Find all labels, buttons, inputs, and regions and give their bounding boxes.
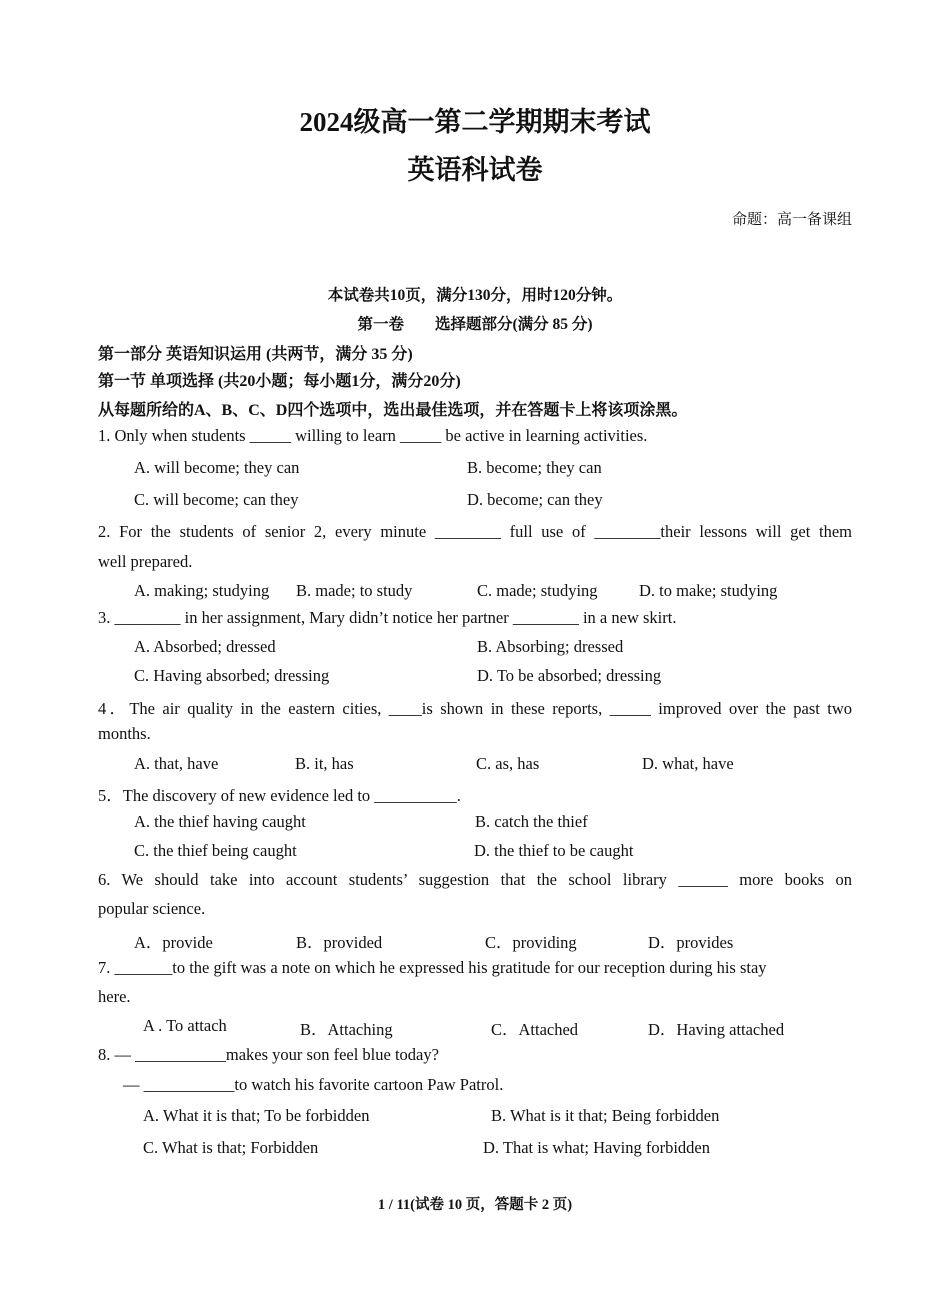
question-6-stem-line-2: popular science. [98,899,206,918]
question-4-option-d: D. what, have [642,754,734,773]
question-6-option-d: D．provides [648,933,734,952]
question-3-option-a: A. Absorbed; dressed [134,637,276,656]
volume-heading: 第一卷 选择题部分(满分 85 分) [357,316,593,333]
exam-author: 命题：高一备课组 [731,210,852,228]
question-5-option-d: D. the thief to be caught [474,841,634,860]
question-1-option-d: D. become; can they [467,490,603,509]
exam-subject: 英语科试卷 [407,155,543,185]
question-8-option-a: A. What it is that; To be forbidden [143,1106,370,1125]
question-2-option-c: C. made; studying [477,581,598,600]
question-7-stem-line-2: here. [98,987,131,1006]
question-7-stem-line-1: 7. _______to the gift was a note on which he expressed his gratitude for our reception during his stay [98,958,767,977]
question-4-option-b: B. it, has [295,754,354,773]
question-2-stem-line-1: 2. For the students of senior 2, every minute ________ full use of ________their lessons will get them [98,522,852,541]
question-6-stem-line-1: 6. We should take into account students’ suggestion that the school library ______ more books on [98,870,852,889]
question-8-stem-line-2: — ___________to watch his favorite cartoon Paw Patrol. [123,1075,504,1094]
question-3-option-d: D. To be absorbed; dressing [477,666,662,685]
question-5-option-c: C. the thief being caught [134,841,297,860]
question-6-option-a: A．provide [134,933,213,952]
question-7-option-a: A . To attach [143,1016,227,1035]
page-footer: 1 / 11(试卷 10 页，答题卡 2 页) [377,1197,573,1213]
question-5-option-a: A. the thief having caught [134,812,306,831]
question-5-option-b: B. catch the thief [475,812,588,831]
question-6-option-c: C．providing [485,933,577,952]
question-7-option-c: C．Attached [491,1020,579,1039]
question-2-stem-line-2: well prepared. [98,552,193,571]
question-3-option-b: B. Absorbing; dressed [477,637,624,656]
question-4-option-c: C. as, has [476,754,540,773]
question-8-option-d: D. That is what; Having forbidden [483,1138,710,1157]
question-1-option-c: C. will become; can they [134,490,299,509]
exam-title: 2024级高一第二学期期末考试 [299,107,651,137]
question-8-stem-line-1: 8. — ___________makes your son feel blue today? [98,1045,439,1064]
question-1-stem: 1. Only when students _____ willing to learn _____ be active in learning activities. [98,426,648,445]
question-4-option-a: A. that, have [134,754,219,773]
question-2-option-d: D. to make; studying [639,581,778,600]
question-6-option-b: B．provided [296,933,383,952]
question-1-option-b: B. become; they can [467,458,602,477]
part-heading: 第一部分 英语知识运用 (共两节，满分 35 分) [98,346,413,363]
question-8-option-b: B. What is it that; Being forbidden [491,1106,720,1125]
question-2-option-b: B. made; to study [296,581,413,600]
question-5-stem: 5．The discovery of new evidence led to __________. [98,786,461,805]
question-4-stem-line-2: months. [98,724,151,743]
subsection-heading: 第一节 单项选择 (共20小题；每小题1分，满分20分) [98,373,461,390]
question-3-stem: 3. ________ in her assignment, Mary didn’t notice her partner ________ in a new skirt. [98,608,677,627]
question-3-option-c: C. Having absorbed; dressing [134,666,330,685]
exam-summary: 本试卷共10页，满分130分，用时120分钟。 [327,287,623,304]
question-8-option-c: C. What is that; Forbidden [143,1138,319,1157]
instruction-text: 从每题所给的A、B、C、D四个选项中，选出最佳选项，并在答题卡上将该项涂黑。 [98,402,688,419]
question-2-option-a: A. making; studying [134,581,270,600]
question-7-option-b: B．Attaching [300,1020,393,1039]
question-7-option-d: D．Having attached [648,1020,785,1039]
question-1-option-a: A. will become; they can [134,458,300,477]
question-4-stem-line-1: 4．The air quality in the eastern cities, ____is shown in these reports, _____ improved over the past two [98,699,852,718]
